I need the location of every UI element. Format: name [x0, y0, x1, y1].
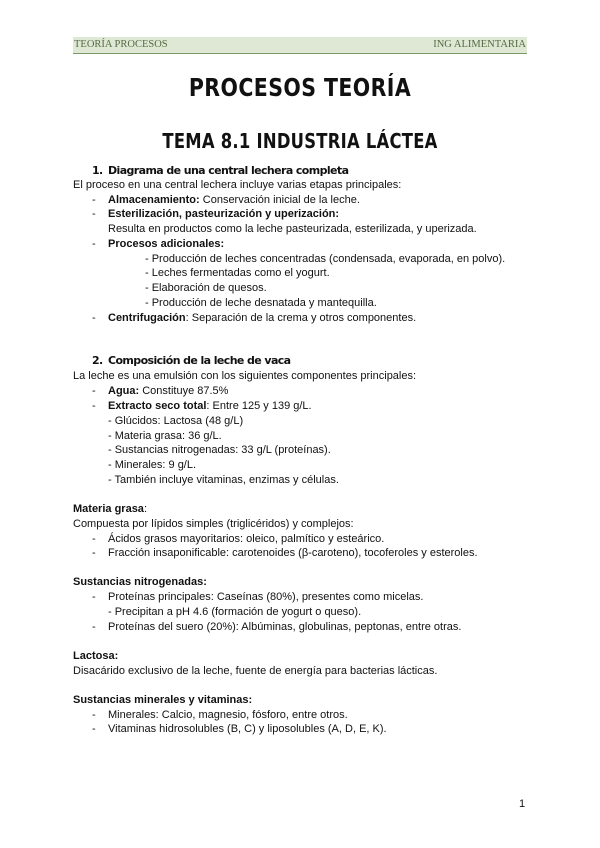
item-text: : Entre 125 y 139 g/L. — [206, 400, 312, 412]
bullet-dash: - — [92, 723, 96, 735]
minerales-heading: Sustancias minerales y vitaminas: — [73, 694, 253, 706]
bullet-dash: - — [92, 238, 96, 250]
section-1-number: 1. — [92, 164, 103, 177]
item-label: Almacenamiento: — [108, 194, 200, 206]
item-text: Fracción insaponificable: carotenoides (β-caroteno), tocoferoles y esteroles. — [108, 547, 478, 559]
nitrogenadas-heading: Sustancias nitrogenadas: — [73, 576, 207, 588]
heading-colon: : — [143, 503, 147, 515]
bullet-dash: - — [92, 547, 96, 559]
sub-item: - Producción de leches concentradas (condensada, evaporada, en polvo). — [145, 253, 506, 265]
materia-grasa-intro: Compuesta por lípidos simples (triglicéridos) y complejos: — [73, 518, 354, 530]
running-header — [73, 37, 527, 54]
page-number: 1 — [519, 798, 526, 810]
item-text: Constituye 87.5% — [139, 385, 229, 397]
sub-item: - Leches fermentadas como el yogurt. — [145, 267, 330, 279]
item-text: Proteínas del suero (20%): Albúminas, globulinas, peptonas, entre otras. — [108, 621, 462, 633]
bullet-dash: - — [92, 709, 96, 721]
item-label: Esterilización, pasteurización y uperización: — [108, 208, 340, 220]
header-right: ING ALIMENTARIA — [433, 39, 526, 50]
sub-item: - Minerales: 9 g/L. — [108, 459, 197, 471]
sub-item: - Producción de leche desnatada y mantequilla. — [145, 297, 377, 309]
item-text: Ácidos grasos mayoritarios: oleico, palmítico y esteárico. — [108, 533, 385, 545]
lactosa-heading: Lactosa: — [73, 650, 119, 662]
sub-item: - Elaboración de quesos. — [145, 282, 267, 294]
bullet-dash: - — [92, 194, 96, 206]
item-text: Conservación inicial de la leche. — [199, 194, 360, 206]
document-subtitle: TEMA 8.1 INDUSTRIA LÁCTEA — [162, 129, 438, 153]
bullet-dash: - — [92, 533, 96, 545]
bullet-dash: - — [92, 591, 96, 603]
sub-item: - También incluye vitaminas, enzimas y células. — [108, 474, 339, 486]
item-label: Extracto seco total — [108, 400, 207, 412]
materia-grasa-heading-row — [73, 502, 147, 516]
materia-grasa-heading: Materia grasa — [73, 503, 144, 515]
bullet-dash: - — [92, 400, 96, 412]
section-1-intro: El proceso en una central lechera incluye varias etapas principales: — [73, 179, 402, 191]
item-label: Centrifugación — [108, 312, 186, 324]
bullet-dash: - — [92, 208, 96, 220]
section-1-heading: Diagrama de una central lechera completa — [108, 164, 349, 177]
bullet-dash: - — [92, 385, 96, 397]
header-left: TEORÍA PROCESOS — [74, 39, 168, 50]
sub-item: - Materia grasa: 36 g/L. — [108, 430, 222, 442]
item-text: Vitaminas hidrosolubles (B, C) y liposolubles (A, D, E, K). — [108, 723, 387, 735]
section-2-heading: Composición de la leche de vaca — [108, 354, 291, 367]
item-label: Procesos adicionales: — [108, 238, 225, 250]
esterilizacion-text: Resulta en productos como la leche pasteurizada, esterilizada, y uperizada. — [108, 223, 477, 235]
section-2-number: 2. — [92, 354, 103, 367]
sub-item: - Glúcidos: Lactosa (48 g/L) — [108, 415, 244, 427]
section-2-intro: La leche es una emulsión con los siguientes componentes principales: — [73, 370, 417, 382]
document-title: PROCESOS TEORÍA — [188, 73, 412, 102]
item-text: Minerales: Calcio, magnesio, fósforo, entre otros. — [108, 709, 348, 721]
bullet-dash: - — [92, 621, 96, 633]
item-text: : Separación de la crema y otros componentes. — [185, 312, 417, 324]
sub-item: - Precipitan a pH 4.6 (formación de yogurt o queso). — [108, 606, 362, 618]
bullet-dash: - — [92, 312, 96, 324]
sub-item: - Sustancias nitrogenadas: 33 g/L (proteínas). — [108, 444, 331, 456]
item-text: Proteínas principales: Caseínas (80%), presentes como micelas. — [108, 591, 424, 603]
item-label: Agua: — [108, 385, 140, 397]
lactosa-text: Disacárido exclusivo de la leche, fuente de energía para bacterias lácticas. — [73, 665, 438, 677]
